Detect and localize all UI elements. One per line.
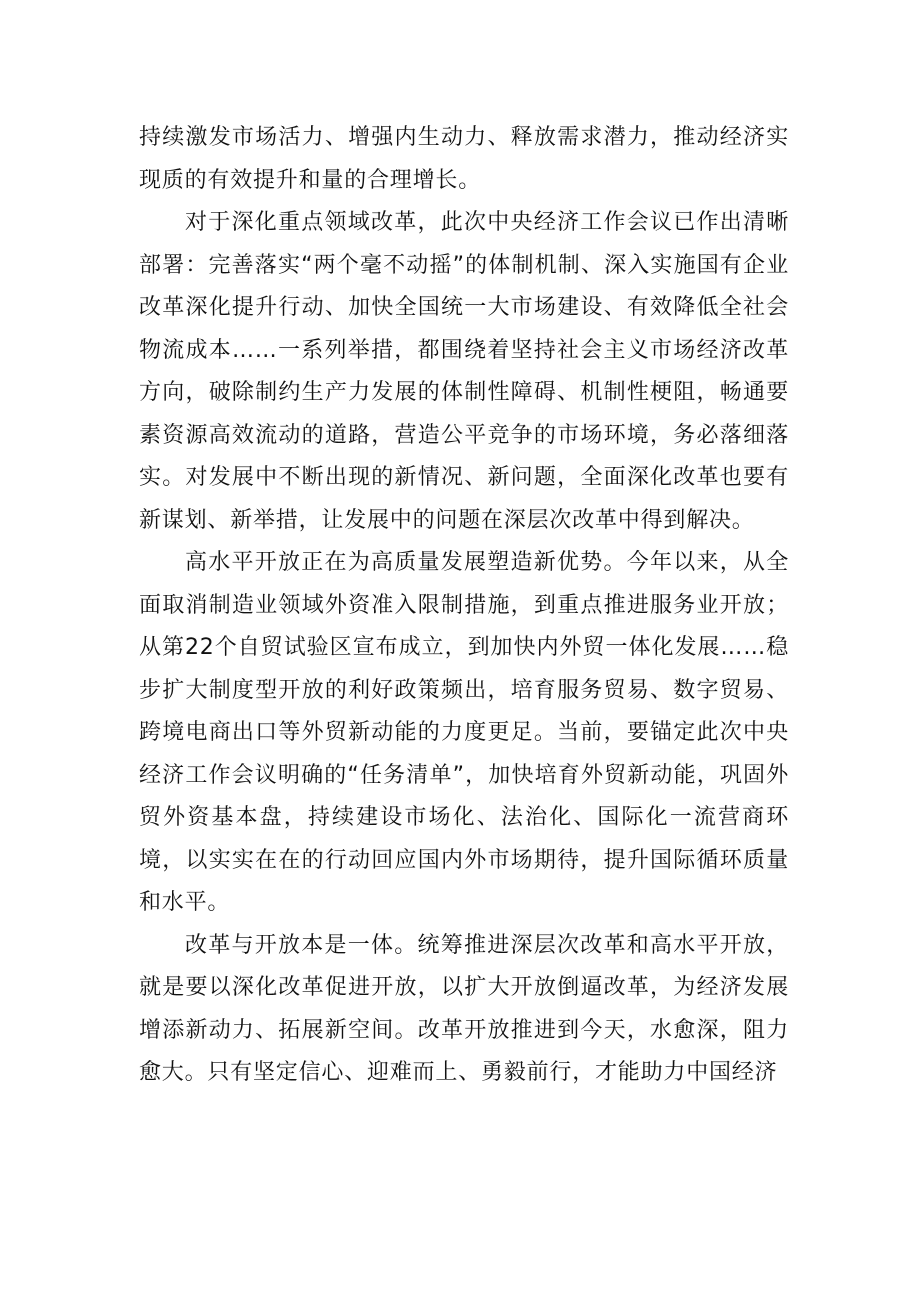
paragraph-continuation: 持续激发市场活力、增强内生动力、释放需求潜力，推动经济实现质的有效提升和量的合理增长。 <box>139 125 789 193</box>
paragraph-reform: 对于深化重点领域改革，此次中央经济工作会议已作出清晰部署：完善落实“两个毫不动摇”的体制机制、深入实施国有企业改革深化提升行动、加快全国统一大市场建设、有效降低全社会物流成本……一系列举措，都围绕着坚持社会主义市场经济改革方向，破除制约生产力发展的体制性障碍、机制性梗阻，畅通要素资源高效流动的道路，营造公平竞争的市场环境，务必落细落实。对发展中不断出现的新情况、新问题，全面深化改革也要有新谋划、新举措，让发展中的问题在深层次改革中得到解决。 <box>139 210 789 533</box>
document-body <box>139 117 789 1095</box>
paragraph-opening: 高水平开放正在为高质量发展塑造新优势。今年以来，从全面取消制造业领域外资准入限制措施，到重点推进服务业开放；从第22个自贸试验区宣布成立，到加快内外贸一体化发展……稳步扩大制度型开放的利好政策频出，培育服务贸易、数字贸易、跨境电商出口等外贸新动能的力度更足。当前，要锚定此次中央经济工作会议明确的“任务清单”，加快培育外贸新动能，巩固外贸外资基本盘，持续建设市场化、法治化、国际化一流营商环境，以实实在在的行动回应国内外市场期待，提升国际循环质量和水平。 <box>139 550 789 915</box>
paragraph-integration: 改革与开放本是一体。统筹推进深层次改革和高水平开放，就是要以深化改革促进开放，以扩大开放倒逼改革，为经济发展增添新动力、拓展新空间。改革开放推进到今天，水愈深，阻力愈大。只有坚定信心、迎难而上、勇毅前行，才能助力中国经济 <box>139 932 789 1085</box>
